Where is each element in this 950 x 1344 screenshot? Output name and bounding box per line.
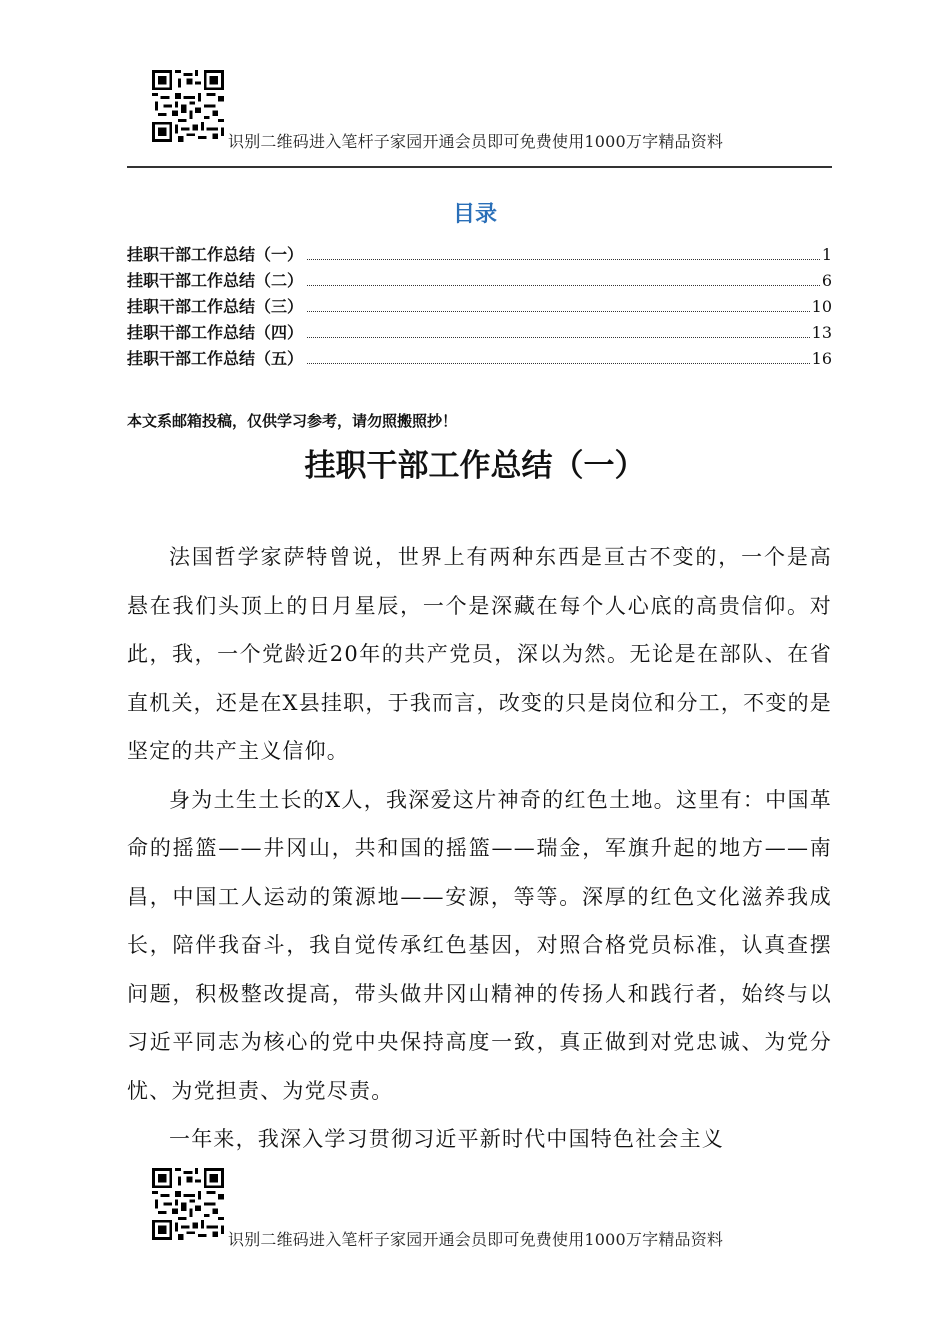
toc-entry-page: 6 bbox=[821, 271, 832, 290]
table-of-contents bbox=[127, 242, 832, 372]
toc-entry-title: 挂职干部工作总结（四） bbox=[127, 323, 304, 342]
paragraph: 身为土生土长的X人，我深爱这片神奇的红色土地。这里有：中国革命的摇篮——井冈山，共和国的摇篮——瑞金，军旗升起的地方——南昌，中国工人运动的策源地——安源，等等。深厚的红色文化滋养我成长，陪伴我奋斗，我自觉传承红色基因，对照合格党员标准，认真查摆问题，积极整改提高，带头做井冈山精神的传扬人和践行者，始终与以习近平同志为核心的党中央保持高度一致，真正做到对党忠诚、为党分忧、为党担责、为党尽责。 bbox=[127, 787, 832, 1103]
toc-entry-2[interactable] bbox=[127, 268, 832, 294]
toc-leader-dots bbox=[307, 337, 810, 338]
toc-entry-title: 挂职干部工作总结（五） bbox=[127, 349, 304, 368]
toc-leader-dots bbox=[307, 363, 810, 364]
qr-code-header[interactable] bbox=[152, 70, 224, 142]
toc-entry-5[interactable] bbox=[127, 346, 832, 372]
paragraph: 法国哲学家萨特曾说，世界上有两种东西是亘古不变的，一个是高悬在我们头顶上的日月星辰，一个是深藏在每个人心底的高贵信仰。对此，我，一个党龄近20年的共产党员，深以为然。无论是在部队、在省直机关，还是在X县挂职，于我而言，改变的只是岗位和分工，不变的是坚定的共产主义信仰。 bbox=[127, 545, 832, 763]
toc-entry-title: 挂职干部工作总结（二） bbox=[127, 271, 304, 290]
paragraph: 一年来，我深入学习贯彻习近平新时代中国特色社会主义 bbox=[169, 1127, 724, 1151]
toc-entry-page: 10 bbox=[811, 297, 832, 316]
footer-banner-text: 识别二维码进入笔杆子家园开通会员即可免费使用1000万字精品资料 bbox=[228, 1230, 724, 1249]
toc-leader-dots bbox=[307, 259, 820, 260]
toc-entry-page: 1 bbox=[821, 245, 832, 264]
toc-entry-page: 16 bbox=[811, 349, 832, 368]
article-body bbox=[127, 533, 832, 1164]
toc-entry-1[interactable] bbox=[127, 242, 832, 268]
toc-entry-title: 挂职干部工作总结（三） bbox=[127, 297, 304, 316]
header-divider bbox=[127, 166, 832, 168]
header-banner-text: 识别二维码进入笔杆子家园开通会员即可免费使用1000万字精品资料 bbox=[228, 132, 724, 151]
notice-text: 本文系邮箱投稿，仅供学习参考，请勿照搬照抄！ bbox=[127, 412, 458, 430]
toc-leader-dots bbox=[307, 311, 810, 312]
article-title: 挂职干部工作总结（一） bbox=[304, 448, 646, 484]
toc-title: 目录 bbox=[452, 201, 497, 227]
qr-code-footer[interactable] bbox=[152, 1168, 224, 1240]
toc-entry-page: 13 bbox=[811, 323, 832, 342]
toc-entry-title: 挂职干部工作总结（一） bbox=[127, 245, 304, 264]
toc-entry-4[interactable] bbox=[127, 320, 832, 346]
toc-entry-3[interactable] bbox=[127, 294, 832, 320]
toc-leader-dots bbox=[307, 285, 820, 286]
